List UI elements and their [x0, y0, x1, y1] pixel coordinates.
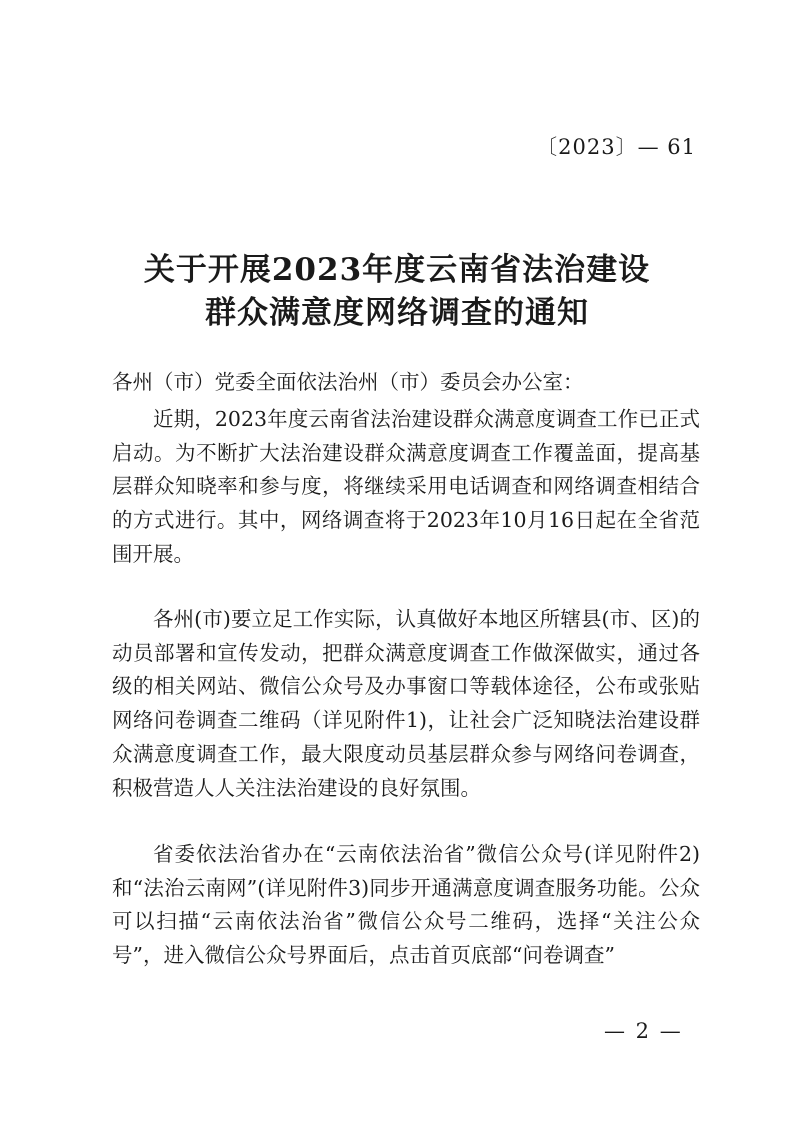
salutation: 各州（市）党委全面依法治州（市）委员会办公室：	[112, 370, 584, 394]
page-number: — 2 —	[604, 1019, 683, 1043]
paragraph-3: 省委依法治省办在“云南依法治省”微信公众号(详见附件2)和“法治云南网”(详见附件3)同步开通满意度调查服务功能。公众可以扫描“云南依法治省”微信公众号二维码，选择“关注公众号”，进入微信公众号界面后，点击首页底部“问卷调查”	[112, 842, 700, 968]
document-title-line-2: 群众满意度网络调查的通知	[205, 295, 589, 331]
paragraph-1: 近期，2023年度云南省法治建设群众满意度调查工作已正式启动。为不断扩大法治建设群众满意度调查工作覆盖面，提高基层群众知晓率和参与度，将继续采用电话调查和网络调查相结合的方式进行。其中，网络调查将于2023年10月16日起在全省范围开展。	[112, 407, 700, 566]
document-title-line-1: 关于开展2023年度云南省法治建设	[143, 252, 651, 288]
paragraph-2: 各州(市)要立足工作实际，认真做好本地区所辖县(市、区)的动员部署和宣传发动，把群众满意度调查工作做深做实，通过各级的相关网站、微信公众号及办事窗口等载体途径，公布或张贴网络问卷调查二维码（详见附件1)，让社会广泛知晓法治建设群众满意度调查工作，最大限度动员基层群众参与网络问卷调查，积极营造人人关注法治建设的良好氛围。	[112, 607, 700, 800]
document-number: 〔2023〕— 61	[536, 135, 696, 159]
